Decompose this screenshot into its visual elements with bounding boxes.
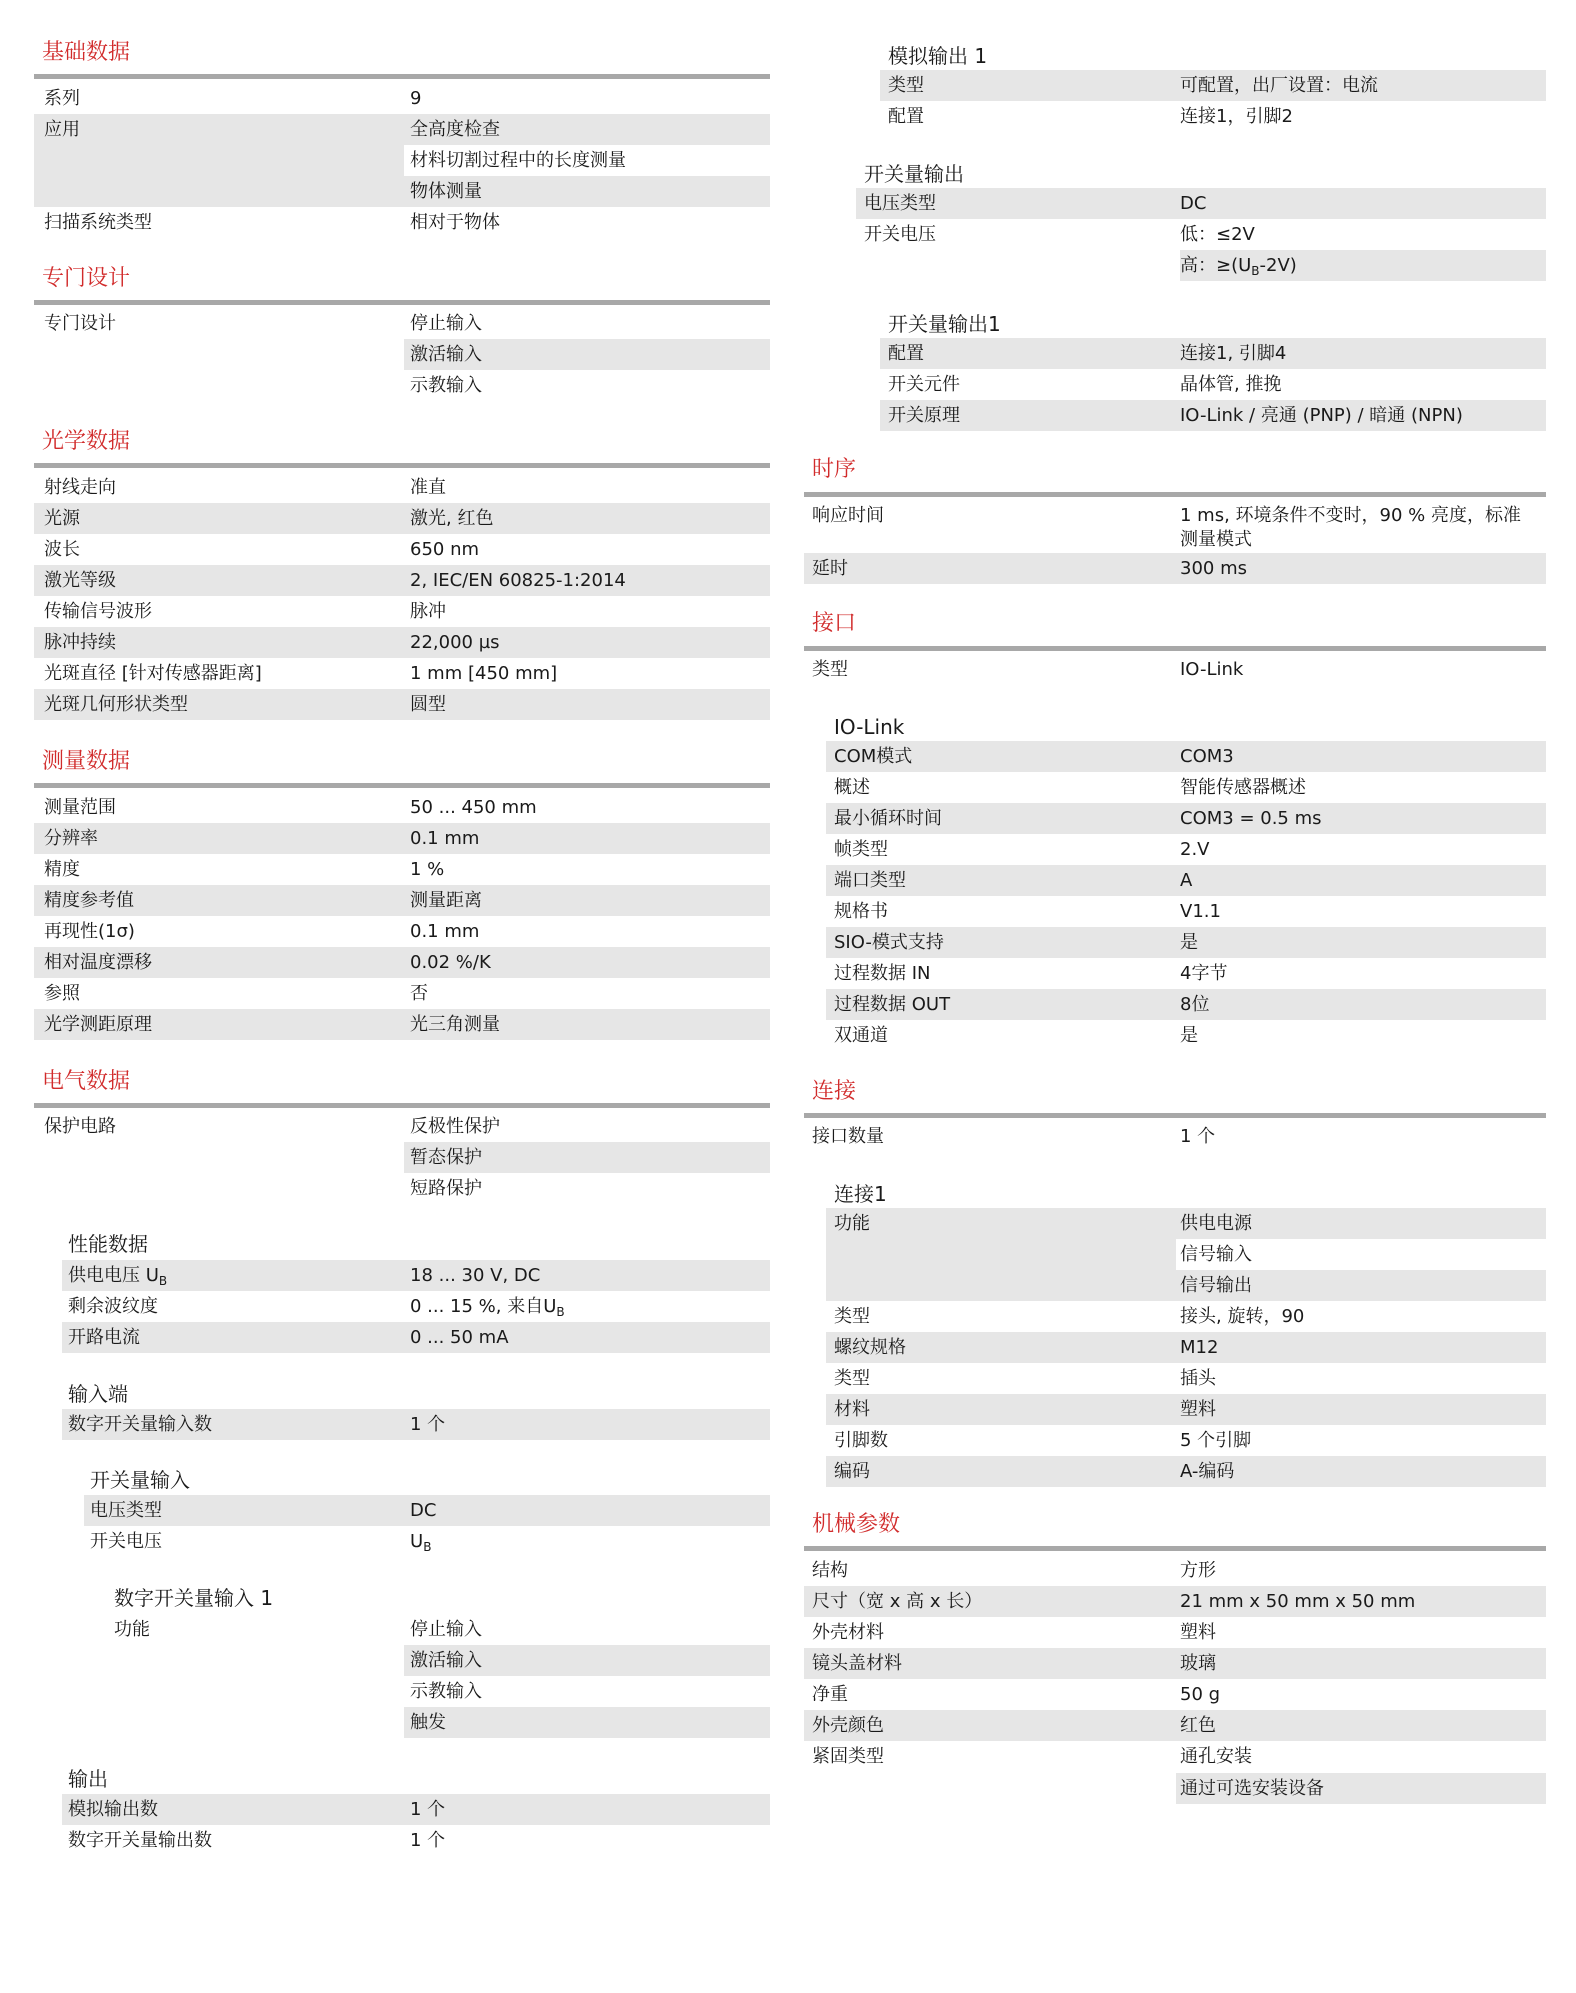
- subsection-title: 开关量输出: [864, 162, 964, 186]
- section-title-optical: 光学数据: [42, 429, 131, 454]
- table-row: [34, 689, 770, 720]
- table-row: 电压类型 DC: [864, 193, 1207, 214]
- table-row: 模拟输出数 1 个: [68, 1799, 446, 1820]
- table-row: 通过可选安装设备: [1180, 1778, 1324, 1799]
- table-row: [826, 1301, 1546, 1332]
- row-label: 尺寸（宽 x 高 x 长）: [812, 1591, 983, 1612]
- section-title-mechanical: 机械参数: [812, 1512, 901, 1537]
- row-label: 镜头盖材料: [812, 1653, 902, 1674]
- row-value: 光三角测量: [410, 1014, 500, 1035]
- row-label: 结构: [812, 1560, 848, 1581]
- row-label: 射线走向: [44, 477, 116, 498]
- row-value: 测量距离: [410, 890, 482, 911]
- table-row: [34, 534, 770, 565]
- section-rule: [34, 783, 770, 788]
- table-row: [34, 792, 770, 823]
- table-row: 短路保护: [410, 1178, 482, 1199]
- table-row: [826, 772, 1546, 803]
- row-label: 螺纹规格: [834, 1337, 906, 1358]
- row-value: 0.1 mm: [410, 828, 480, 849]
- table-row: 保护电路 反极性保护: [44, 1116, 500, 1137]
- row-value: 智能传感器概述: [1180, 777, 1306, 798]
- row-value: 50 ... 450 mm: [410, 797, 537, 818]
- section-rule: [34, 1103, 770, 1108]
- section-title-electric: 电气数据: [42, 1069, 131, 1094]
- row-value: V1.1: [1180, 901, 1221, 922]
- table-row: 物体测量: [410, 181, 482, 202]
- subsection-title: 开关量输出1: [888, 312, 1001, 336]
- table-row: 类型 IO-Link: [812, 659, 1244, 680]
- table-row: [804, 1679, 1546, 1710]
- table-row: 系列 9: [44, 88, 422, 109]
- subsection-title: 模拟输出 1: [888, 44, 988, 68]
- section-title-timing: 时序: [812, 457, 857, 482]
- table-row: 激活输入: [410, 344, 482, 365]
- section-rule: [804, 1546, 1546, 1551]
- row-label: 过程数据 IN: [834, 963, 931, 984]
- subsection-title: 输出: [68, 1767, 108, 1791]
- row-label: 光学测距原理: [44, 1014, 152, 1035]
- row-label: 外壳颜色: [812, 1715, 884, 1736]
- table-row: [34, 596, 770, 627]
- row-label: 类型: [834, 1306, 870, 1327]
- table-row: 开关元件 晶体管, 推挽: [888, 374, 1282, 395]
- row-label: 外壳材料: [812, 1622, 884, 1643]
- section-rule: [804, 1113, 1546, 1118]
- subsection-title: 数字开关量输入 1: [114, 1586, 274, 1610]
- subsection-title: 连接1: [834, 1182, 887, 1206]
- row-label: 相对温度漂移: [44, 952, 152, 973]
- row-label: 材料: [834, 1399, 870, 1420]
- row-value: 塑料: [1180, 1622, 1216, 1643]
- section-rule: [34, 300, 770, 305]
- row-value: 0.1 mm: [410, 921, 480, 942]
- row-label: 端口类型: [834, 870, 906, 891]
- row-label: 参照: [44, 983, 80, 1004]
- row-value: A-编码: [1180, 1461, 1235, 1482]
- row-label: 分辨率: [44, 828, 98, 849]
- table-row: 响应时间 1 ms, 环境条件不变时，90 % 亮度，标准测量模式: [812, 505, 1521, 550]
- section-title-connection: 连接: [812, 1079, 857, 1104]
- table-row: 信号输入: [1180, 1244, 1252, 1265]
- section-rule: [804, 492, 1546, 497]
- table-row: [826, 1363, 1546, 1394]
- table-row: 电压类型 DC: [90, 1500, 437, 1521]
- section-rule: [34, 463, 770, 468]
- row-value: 红色: [1180, 1715, 1216, 1736]
- row-label: 双通道: [834, 1025, 888, 1046]
- row-value: 激光, 红色: [410, 508, 494, 529]
- table-row: 暂态保护: [410, 1147, 482, 1168]
- row-value: 5 个引脚: [1180, 1430, 1252, 1451]
- table-row: [804, 1586, 1546, 1617]
- table-row: [804, 1741, 1546, 1772]
- table-row: [34, 627, 770, 658]
- row-label: 脉冲持续: [44, 632, 116, 653]
- row-value: 50 g: [1180, 1684, 1221, 1705]
- table-row: 开关电压 $U_B$: [90, 1531, 432, 1554]
- row-value: 方形: [1180, 1560, 1216, 1581]
- row-label: COM模式: [834, 746, 913, 767]
- row-label: 编码: [834, 1461, 870, 1482]
- table-row: 功能 停止输入: [114, 1619, 482, 1640]
- table-row: 开关电压 低：≤2V: [864, 224, 1255, 245]
- row-value: M12: [1180, 1337, 1219, 1358]
- subsection-title: 开关量输入: [90, 1468, 190, 1492]
- table-row: [826, 834, 1546, 865]
- row-value: 圆型: [410, 694, 446, 715]
- row-value: 8位: [1180, 994, 1210, 1015]
- row-label: 光源: [44, 508, 80, 529]
- table-row: 数字开关量输出数 1 个: [68, 1830, 446, 1851]
- row-value: COM3 = 0.5 ms: [1180, 808, 1322, 829]
- table-row: 配置 连接1，引脚2: [888, 106, 1293, 127]
- section-rule: [34, 74, 770, 79]
- subsection-title: IO-Link: [834, 715, 905, 739]
- row-value: 塑料: [1180, 1399, 1216, 1420]
- row-value: COM3: [1180, 746, 1234, 767]
- row-label: 再现性(1σ): [44, 921, 135, 942]
- row-label: 过程数据 OUT: [834, 994, 951, 1015]
- section-title-measure: 测量数据: [42, 749, 131, 774]
- table-row: 信号输出: [1180, 1275, 1252, 1296]
- row-value: 通孔安装: [1180, 1746, 1252, 1767]
- table-row: [34, 565, 770, 596]
- table-row: 数字开关量输入数 1 个: [68, 1414, 446, 1435]
- row-label: 类型: [834, 1368, 870, 1389]
- row-value: A: [1180, 870, 1193, 891]
- table-row: [34, 885, 770, 916]
- row-label: 概述: [834, 777, 870, 798]
- table-row: [34, 1009, 770, 1040]
- table-row: [804, 1710, 1546, 1741]
- row-label: 激光等级: [44, 570, 116, 591]
- table-row: [34, 503, 770, 534]
- table-row: [826, 803, 1546, 834]
- row-label: 规格书: [834, 901, 888, 922]
- row-value: 650 nm: [410, 539, 480, 560]
- row-label: 帧类型: [834, 839, 888, 860]
- row-value: 是: [1180, 1025, 1198, 1046]
- row-label: 最小循环时间: [834, 808, 942, 829]
- table-row: [804, 1617, 1546, 1648]
- row-value: 否: [410, 983, 428, 1004]
- table-row: [826, 1425, 1546, 1456]
- row-label: 精度: [44, 859, 80, 880]
- row-value: 1 mm [450 mm]: [410, 663, 558, 684]
- subsection-title: 性能数据: [68, 1232, 148, 1256]
- row-value: 2, IEC/EN 60825-1:2014: [410, 570, 626, 591]
- row-value: 1 %: [410, 859, 445, 880]
- row-value: 21 mm x 50 mm x 50 mm: [1180, 1591, 1416, 1612]
- table-row: [826, 741, 1546, 772]
- table-row: [826, 1394, 1546, 1425]
- table-row: [826, 927, 1546, 958]
- table-row: [34, 472, 770, 503]
- table-row: [34, 978, 770, 1009]
- row-value: 2.V: [1180, 839, 1210, 860]
- row-value: 脉冲: [410, 601, 446, 622]
- row-value: 22,000 µs: [410, 632, 500, 653]
- table-row: [826, 989, 1546, 1020]
- table-row: [34, 658, 770, 689]
- table-row: [804, 1555, 1546, 1586]
- table-row: [34, 947, 770, 978]
- row-value: 接头, 旋转，90: [1180, 1306, 1305, 1327]
- subsection-title: 输入端: [68, 1382, 128, 1406]
- row-label: 波长: [44, 539, 80, 560]
- table-row: [826, 896, 1546, 927]
- row-label: 精度参考值: [44, 890, 134, 911]
- row-label: 光斑直径 [针对传感器距离]: [44, 663, 262, 684]
- row-value: 准直: [410, 477, 446, 498]
- row-value: 0.02 %/K: [410, 952, 491, 973]
- row-label: 净重: [812, 1684, 848, 1705]
- table-row: 开关原理 IO-Link / 亮通 (PNP) / 暗通 (NPN): [888, 405, 1463, 426]
- row-label: 紧固类型: [812, 1746, 884, 1767]
- table-row: 示教输入: [410, 375, 482, 396]
- row-label: 光斑几何形状类型: [44, 694, 188, 715]
- table-row: 材料切割过程中的长度测量: [410, 150, 626, 171]
- table-row: 示教输入: [410, 1681, 482, 1702]
- row-value: 玻璃: [1180, 1653, 1216, 1674]
- table-row: 应用 全高度检查: [44, 119, 500, 140]
- table-row: [804, 1648, 1546, 1679]
- section-title-interface: 接口: [812, 611, 857, 636]
- table-row: 供电电压 $U_B$ 18 ... 30 V, DC: [68, 1265, 541, 1288]
- table-row: 开路电流 0 ... 50 mA: [68, 1327, 509, 1348]
- table-row: 延时 300 ms: [812, 558, 1247, 579]
- section-title-basic: 基础数据: [42, 40, 131, 65]
- table-row: [826, 1332, 1546, 1363]
- table-row: 剩余波纹度 0 ... 15 %, 来自$U_B$: [68, 1296, 565, 1319]
- table-row: 功能 供电电源: [834, 1213, 1252, 1234]
- table-row: [34, 916, 770, 947]
- table-row: 专门设计 停止输入: [44, 313, 482, 334]
- table-row: 触发: [410, 1712, 446, 1733]
- row-value: 4字节: [1180, 963, 1228, 984]
- table-row: [826, 1020, 1546, 1051]
- table-row: 高：$\ge(U_B-2V)$: [1180, 255, 1297, 278]
- row-label: 引脚数: [834, 1430, 888, 1451]
- section-title-special: 专门设计: [42, 266, 131, 291]
- table-row: 类型 可配置，出厂设置：电流: [888, 75, 1378, 96]
- row-label: 测量范围: [44, 797, 116, 818]
- table-row: [34, 823, 770, 854]
- table-row: 接口数量 1 个: [812, 1126, 1216, 1147]
- row-label: SIO-模式支持: [834, 932, 944, 953]
- table-row: 扫描系统类型 相对于物体: [44, 212, 500, 233]
- table-row: [826, 865, 1546, 896]
- table-row: [34, 854, 770, 885]
- table-row: 配置 连接1, 引脚4: [888, 343, 1287, 364]
- table-row: 激活输入: [410, 1650, 482, 1671]
- row-label: 传输信号波形: [44, 601, 152, 622]
- table-row: [826, 1456, 1546, 1487]
- table-row: [826, 958, 1546, 989]
- row-value: 是: [1180, 932, 1198, 953]
- section-rule: [804, 646, 1546, 651]
- row-value: 插头: [1180, 1368, 1216, 1389]
